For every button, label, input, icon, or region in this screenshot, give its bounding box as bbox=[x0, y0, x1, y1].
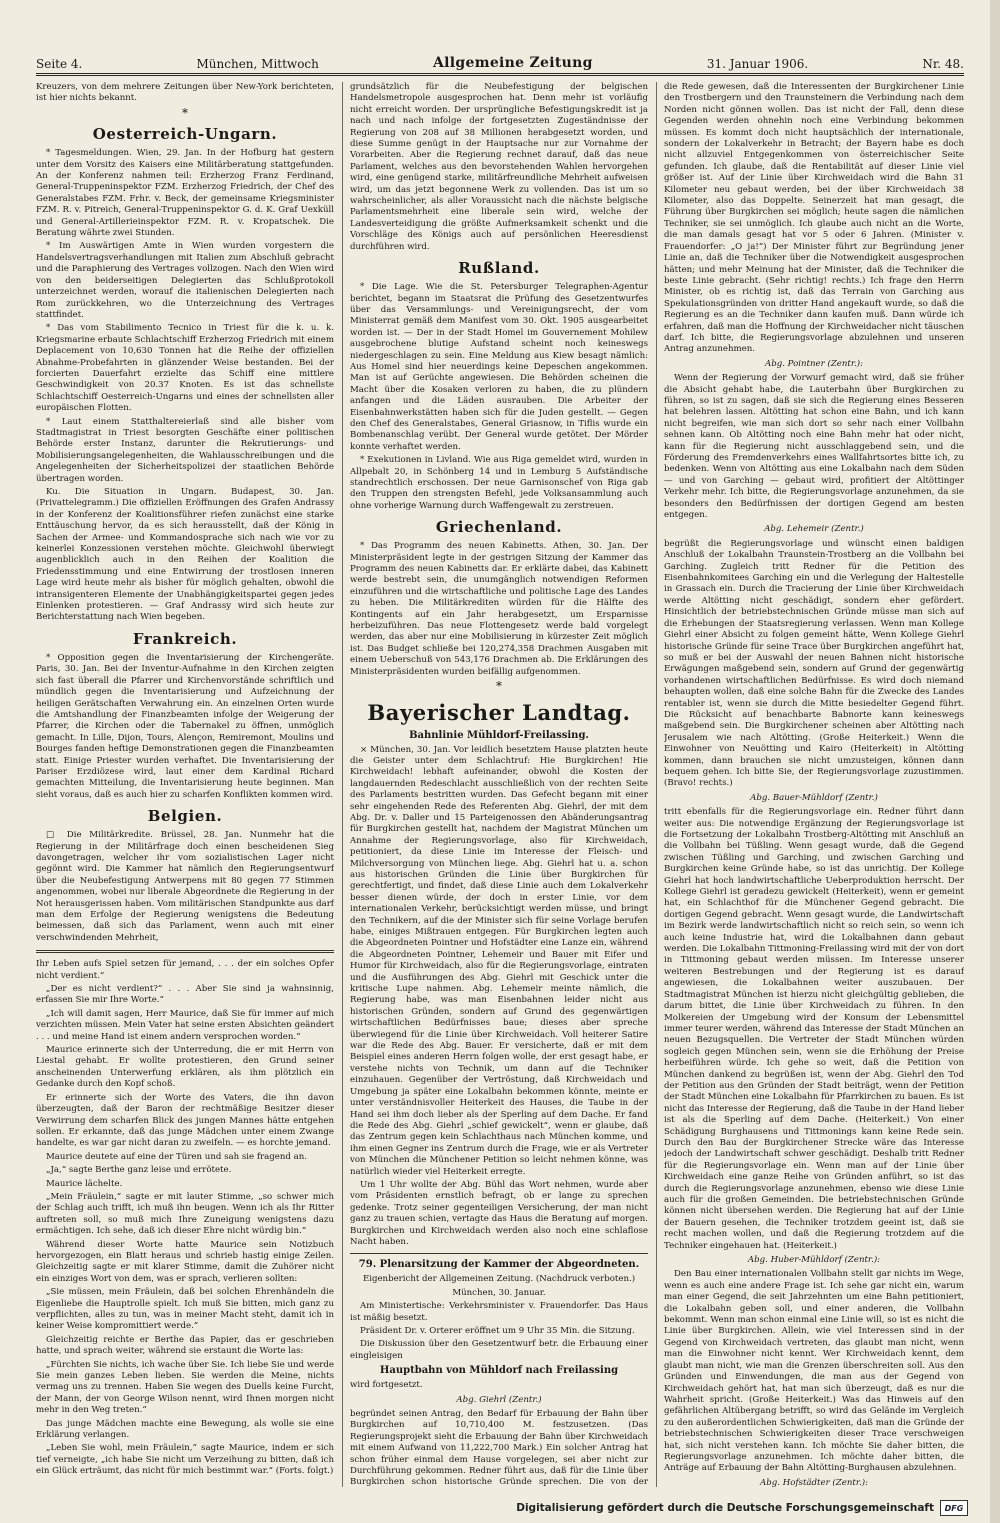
column-rule bbox=[342, 82, 343, 1487]
column-1 bbox=[36, 82, 334, 1487]
article-paragraph: Kreuzers, von dem mehrere Zeitungen über New-York berichteten, ist hier nichts bekannt. bbox=[36, 82, 334, 104]
article-paragraph: die Rede gewesen, daß die Interessenten der Burgkirchener Linie den Trostbergern und den Traunsteinern die Verbindung nach dem Norden nicht gönnen wollen. Das ist nicht der Fall, denn diese Gegenden werden ohnehin noch eine Verbindung bekommen müssen. Es kommt doch nicht hauptsächlich der internationale, sondern der Lokalverkehr in Betracht; der Bayern habe es doch nicht allzuviel Entgegenkommen von österreichischer Seite gefunden. Ich glaube, daß die Rentabilität auf dieser Linie viel größer ist. Auf der Linie über Kirchweidach wird die Bahn 31 Kilometer neu gebaut werden, bei der über Kirchweidach 38 Kilometer, also das Doppelte. Seinerzeit hat man gesagt, die Führung über Burgkirchen sei möglich; heute sagen die nämlichen Techniker, sie sei unmöglich. Ich glaube auch nicht an die Worte, die man damals gesagt hat vor 5 oder 6 Jahren. (Minister v. Frauendorfer: „O ja!“) Der Minister führt zur Begründung jener Linie an, daß die Techniker über die Notwendigkeit ausgesprochen hätten; und mehr Meinung hat der Minister, daß die Techniker die beste Linie gebracht. (Sehr richtig! rechts.) Ich frage den Herrn Minister, ob es richtig ist, daß das Terrain von Garching aus Spekulationsgründen von dritter Hand angekauft wurde, so daß die Regierung es an die Techniker dann kaufen muß. Dann würde ich erfahren, daß man die Hoffnung der Kirchweidacher nicht täuschen darf. Ich bitte, die Regierungsvorlage abzulehnen und unseren Antrag anzunehmen. bbox=[664, 82, 964, 355]
feuilleton-paragraph: „Leben Sie wohl, mein Fräulein,“ sagte Maurice, indem er sich tief verneigte, „ich habe Sie nicht um Verzeihung zu bitten, daß ich ein Glück erträumt, das nicht für mich bestimmt war.“ (Forts. folgt.) bbox=[36, 1443, 334, 1477]
feuilleton-paragraph: Während dieser Worte hatte Maurice sein Notizbuch hervorgezogen, ein Blatt heraus und schrieb hastig einige Zeilen. Gleichzeitig sagte er mit klarer Stimme, damit die Zuhörer nicht ein einziges Wort von dem, was er sprach, verlieren sollten: bbox=[36, 1239, 334, 1284]
digitization-footer bbox=[516, 1500, 968, 1516]
speaker-bauer: Abg. Bauer-Mühldorf (Zentr.) bbox=[750, 792, 878, 803]
feuilleton-paragraph: Ihr Leben aufs Spiel setzen für jemand, . . . der ein solches Opfer nicht verdient.“ bbox=[36, 959, 334, 981]
article-rule bbox=[350, 1253, 648, 1254]
footer-text: Digitalisierung gefördert durch die Deutsche Forschungsgemeinschaft bbox=[516, 1502, 934, 1514]
feuilleton-paragraph: „Der es nicht verdient?“ . . . Aber Sie sind ja wahnsinnig, erfassen Sie mir Ihre Worte.“ bbox=[36, 984, 334, 1006]
article-paragraph: * Laut einem Statthaltereierlaß sind alle bisher vom Stadtmagistrat in Triest besorgten Geschäfte einer politischen Behörde erster Instanz, darunter die Rekrutierungs- und Mobilisierungsangelegenheiten, die Wahlausschreibungen und die Angelegenheiten der Sicherheitspolizei der staatlichen Behörde übertragen worden. bbox=[36, 416, 334, 484]
article-paragraph: * Das vom Stabilimento Tecnico in Triest für die k. u. k. Kriegsmarine erbaute Schlachtschiff Erzherzog Friedrich mit einem Deplacement von 10,630 Tonnen hat die Reihe der offiziellen Abnahme-Probefahrten in glänzender Weise bestanden. Bei der forcierten Dauerfahrt erzielte das Schiff eine mittlere Geschwindigkeit von 20.37 Knoten. Es ist das schnellste Schlachtschiff Oesterreich-Ungarns und eines der schnellsten aller europäischen Flotten. bbox=[36, 323, 334, 414]
section-heading-russia: Rußland. bbox=[458, 259, 540, 278]
article-paragraph: grundsätzlich für die Neubefestigung der belgischen Handelsmetropole ausgesprochen hat. Denn mehr ist vorläufig nicht erreicht worden. Der ursprüngliche Befestigungskredit ist ja nach und nach infolge der fortgesetzten Zugeständnisse der Regierung von 208 auf 38 Millionen herabgesetzt worden, und diese Summe genügt in der Hauptsache nur zur Vornahme der Vorarbeiten. Aber die Regierung rechnet darauf, daß das neue Parlament, welches aus den bevorstehenden Wahlen hervorgehen wird, eine genügend starke, militärfreundliche Mehrheit aufweisen wird, um das jetzt begonnene Werk zu vollenden. Das ist um so wahrscheinlicher, als aller Voraussicht nach die nächste belgische Parlamentsmehrheit eine liberale sein wird, welche der Landesverteidigung die größte Aufmerksamkeit schenkt und die Vorschläge des Königs auch auf persönlichen Heeresdienst durchführen wird. bbox=[350, 82, 648, 252]
article-paragraph: tritt ebenfalls für die Regierungsvorlage ein. Redner führt dann weiter aus: Die notwendige Ergänzung der Regierungsvorlage ist die Fortsetzung der Lokalbahn Trostberg-Altötting mit Anschluß an die Vollbahn bei Tüßling. Wenn gesagt wurde, daß die Gegend zwischen Tüßling und Garching, und zwischen Garching und Burgkirchen keine Gründe habe, so ist das unrichtig. Der Kollege Giehrl hat hoch landwirtschaftliche Ueberproduktion herrscht. Der Kollege Giehrl ist geradezu gewickelt (Heiterkeit), wenn er gemeint hat, ein Schlachthof für die Münchener Gegend gebracht. Die dortigen Gegend gebracht. Wenn gesagt wurde, die Landwirtschaft im Bezirk werde landwirtschaftlich nicht so reich sein, so wenn ich auch keine Industrie hat, wird die Lokalbahnen dann gebaut werden. Die Lokalbahn Tittmoning-Freilassing wird mit der von dort in Tittmoning gebaut werden müssen. Im Interesse unserer weiteren Bestrebungen und der Regierung ist es darauf angewiesen, die Lokalbahnen weiter auszubauen. Der Stadtmagistrat München ist hierzu nicht gleichgültig geblieben, die darum bittet, die Linie über Kirchweidach zu führen. In den Molkereien der Umgebung wird der Konsum der Lebensmittel immer teurer werden, während das Interesse der Stadt München an neuen Bezugsquellen. Die Vertreter der Stadt München würden sogleich gegen München sein, wenn sie die Erhöhung der Preise herbeiführen würde. Ich gehe so weit, daß die Petition von München dankend zu begrüßen ist, wenn der Abg. Giehrl den Tod der Petition aus den Gründen der Stadt beiträgt, wenn der Petition der Stadt München eine Lokalbahn für Pfarrkirchen zu bauen. Es ist nicht das Interesse der Regierung, daß die Taube in der Hand lieber ist als die Sperling auf dem Dache. (Heiterkeit.) Von einer Schädigung Burghausens und Tittmonings kann keine Rede sein. Durch den Bau der Burgkirchener Strecke wäre das Interesse jedoch der Landwirtschaft schwer geschädigt. Deshalb tritt Redner für die Regierungsvorlage ein. Wenn man auf der Linie über Kirchweidach eine ganze Reihe von Gründen anführt, so ist das durch die Regierungsvorlage anzunehmen, ebenso wie diese Linie auch für die großen Gemeinden. Die betriebstechnischen Gründe können nicht übersehen werden. Die Regierung hat auf der Linie der Bauern gesehen, die Techniker trotzdem geeint ist, daß sie recht machen wollen, und daß die Regierung trotzdem auf die Techniker eingehauen hat. (Heiterkeit.) bbox=[664, 807, 964, 1251]
speaker-lehemeir: Abg. Lehemeir (Zentr.) bbox=[764, 524, 864, 535]
article-paragraph: Den Bau einer internationalen Vollbahn stellt gar nichts im Wege, wenn es auch eine andere Frage ist. Ich sehe gar nicht ein, warum man einer Gegend, die seit Jahrzehnten um eine Bahn petitioniert, die Lokalbahn geben soll, und einer anderen, die Vollbahn bekommt. Wenn man schon einmal eine Linie will, so ist es nicht die Linie über Burgkirchen. Allein, wie viel Interessen sind in der Gegend von Kirchweidach vertreten, das glaubt man nicht, wenn man die Einwohner nicht kennt. Wer Kirchweidach kennt, dem glaubt man nicht, wie man die Grenzen überschreiten soll. Aus den Gründen und Einwendungen, die man aus der Gegend von Kirchweidach gehört hat, hat man sich überzeugt, daß es nur die Wahrheit spricht. (Große Heiterkeit.) Was das Hinweis auf den gefährlichen Altübergang betrifft, so wird das Gelände im Vergleich zu den außerordentlichen Schwierigkeiten, daß man die Gründe der betriebstechnischen Schwierigkeiten dieser Trace verschweigen hat, sich nicht verstehen kann. Ich möchte Sie daher bitten, die Regierungsvorlage anzunehmen. Ich möchte daher bitten, die Anträge auf Erbauung der Bahn Altötting-Burghausen abzulehnen. bbox=[664, 1269, 964, 1474]
speaker-hofstaedter: Abg. Hofstädter (Zentr.): bbox=[760, 1477, 868, 1487]
feuilleton-paragraph: Das junge Mädchen machte eine Bewegung, als wolle sie eine Erklärung verlangen. bbox=[36, 1418, 334, 1441]
article-paragraph: Ku. Die Situation in Ungarn. Budapest, 30. Jan. (Privattelegramm.) Die offiziellen Eröffnungen des Grafen Andrassy in der Konferenz der Koalitionsführer riefen zunächst eine starke Enttäuschung hervor, da es sich herausstellt, daß der König in Sachen der Armee- und Kommandosprache sich nach wie vor zu keinerlei Konzessionen verstehen möchte. Gleichwohl überwiegt augenblicklich auch in den Reihen der Koalition die Friedensstimmung und eine Entwirrung der trostlosen inneren Lage wird heute mehr als bisher für möglich gehalten, obwohl die intransigenteren Elemente der Unabhängigkeitspartei gegen jedes Einlenken protestieren. — Graf Andrassy wird sich heute zur Berichterstattung nach Wien begeben. bbox=[36, 487, 334, 623]
article-paragraph: × München, 30. Jan. Vor leidlich besetztem Hause platzten heute die Geister unter dem Schlachtruf: Hie Burgkirchen! Hie Kirchweidach! lebhaft aufeinander, obwohl die Kosten der langdauernden Redeschlacht ausschließlich von der rechten Seite des Parlaments bestritten wurden. Das Gefecht begann mit einer sehr eingehenden Rede des Referenten Abg. Giehrl, der mit dem Abg. Dr. v. Daller und 15 Parteigenossen den Abänderungsantrag für Burgkirchen gestellt hat, nachdem der Magistrat München um Annahme der Regierungsvorlage, also für Kirchweidach, petitioniert, da diese Linie im Interesse der Fleisch- und Milchversorgung von München liege. Abg. Giehrl hat u. a. schon aus historischen Gründen die Linie über Burgkirchen für gerechtfertigt, und findet, daß diese Linie auch dem Lokalverkehr besser dienen würde, der doch in erster Linie, vor dem internationalen Verkehr, berücksichtigt werden müsse, und bringt den Technikern, auf die der Minister sich für seine Vorlage berufen habe, einiges Mißtrauen entgegen. Für Burgkirchen legten auch die Abgeordneten Pointner und Hofstädter eine Lanze ein, während die Abgeordneten Pointner, Lehemeir und Bauer mit Eifer und Humor für Kirchweidach, also für die Regierungsvorlage, eintraten und die Ausführungen des Abg. Giehrl mit Geschick unter die kritische Lupe nahmen. Abg. Lehemeir meinte nämlich, die Regierung habe, was man Eisenbahnen leider nicht aus historischen Gründen, sondern auf Grund des gegenwärtigen wirtschaftlichen Bedürfnisses baue; dieses aber spreche überwiegend für die Linie über Kirchweidach. Voll heiterer Satire war die Rede des Abg. Bauer. Er versicherte, daß er mit dem Beispiel eines anderen Herrn folgen wolle, der erst gesagt habe, er verstehe nichts von Technik, um dann auf die Techniker einzuhauen. Gegenüber der Vertröstung, daß Kirchweidach und Umgebung ja später eine Lokalbahn bekommen könnte, meinte er unter verständnisvoller Heiterkeit des Hauses, die Taube in der Hand sei ihm doch lieber als der Sperling auf dem Dache. Er fand die Rede des Abg. Giehrl „schief gewickelt“, wenn er glaube, daß das Zentrum gegen kein Schlachthaus nach München komme, und ihm einen Gegner ins Zentrum durch die Frage, wie er als Vertreter von München die Münchener Petition so leicht nehmen könne, was natürlich wieder viel Heiterkeit erregte. bbox=[350, 744, 648, 1177]
feuilleton-paragraph: „Ich will damit sagen, Herr Maurice, daß Sie für immer auf mich verzichten müssen. Mein Vater hat seine ersten Absichten geändert . . . und meine Hand ist einem andern versprochen worden.“ bbox=[36, 1008, 334, 1042]
section-heading-austria: Oesterreich-Ungarn. bbox=[92, 125, 278, 144]
page-header bbox=[36, 54, 964, 76]
column-rule bbox=[656, 82, 657, 1487]
section-heading-greece: Griechenland. bbox=[435, 518, 563, 537]
article-paragraph: Wenn der Regierung der Vorwurf gemacht wird, daß sie früher die Absicht gehabt habe, die Lauterbahn über Burgkirchen zu führen, so ist zu sagen, daß sie sich die Regierung eines Besseren hat belehren lassen. Altötting hat schon eine Bahn, und ich kann nicht begreifen, wie man sich dort so sehr nach einer Vollbahn sehnen kann. Ob Altötting noch eine Bahn mehr hat oder nicht, kann für die Regierung nicht ausschlaggebend sein, und die Förderung des Fremdenverkehrs eines Wallfahrtsortes bitte ich, zu bedenken. Wenn von Altötting aus eine Lokalbahn nach dem Süden — und von Garching — gebaut wird, profitiert der Altöttinger Verkehr mehr. Ich bitte, die Regierungsvorlage anzunehmen, da sie besonders den Bedürfnissen der dortigen Gegend am besten entgegen. bbox=[664, 373, 964, 521]
section-heading-landtag: Bayerischer Landtag. bbox=[367, 699, 631, 725]
article-paragraph: begründet seinen Antrag, den Bedarf für Erbauung der Bahn über Burgkirchen auf 10,710,400 M. festzusetzen. (Das Regierungsprojekt sieht die Erbauung der Bahn über Kirchweidach mit einem Aufwand von 11,222,700 Mark.) Ein solcher Antrag hat schon früher einmal dem Hause vorgelegen, sei aber nicht zur Durchführung gekommen. Redner führt aus, daß für die Linie über Burgkirchen schon historische Gründe sprechen. Die von der bbox=[350, 1409, 648, 1487]
feuilleton-paragraph: „Fürchten Sie nichts, ich wache über Sie. Ich liebe Sie und werde Sie mein ganzes Leben lieben. Sie werden die Meine, nichts vermag uns zu trennen. Haben Sie wegen des Duells keine Furcht, der Mann, der von George Wilson nennt, wird Ihnen morgen nicht mehr in den Weg treten.“ bbox=[36, 1359, 334, 1416]
speaker-giehrl: Abg. Giehrl (Zentr.) bbox=[456, 1394, 542, 1405]
article-paragraph: * Opposition gegen die Inventarisierung der Kirchengeräte. Paris, 30. Jan. Bei der Inventur-Aufnahme in den Kirchen zeigten sich fast überall die Pfarrer und Kirchenvorstände schriftlich und mündlich gegen die Inventarisierung und Aufzeichnung der heiligen Gerätschaften Verwahrung ein. An einzelnen Orten wurde die Amtshandlung der Finanzbeamten infolge der Weigerung der Pfarrer, die Kirchen oder die Tabernakel zu öffnen, unmöglich gemacht. In Lille, Dijon, Tours, Alençon, Remiremont, Moulins und Bourges fanden heftige Demonstrationen gegen die Finanzbeamten statt. Einige Priester wurden verhaftet. Die Inventarisierung der Pariser Erzdiözese wird, laut einer dem Kardinal Richard gemachten Mitteilung, die Inventarisierung heute beginnen. Man sieht voraus, daß es auch hier zu scharfen Konflikten kommen wird. bbox=[36, 652, 334, 800]
article-paragraph: * Das Programm des neuen Kabinetts. Athen, 30. Jan. Der Ministerpräsident legte in der gestrigen Sitzung der Kammer das Programm des neuen Kabinetts dar. Er erklärte dabei, das Kabinett werde bestrebt sein, die unumgänglich notwendigen Reformen einzuführen und die wirtschaftliche und politische Lage des Landes zu heben. Die Militärkrediten würden für die Hälfte des Kontingents auf ein Jahr herabgesetzt, um Ersparnisse herbeizuführen. Das neue Flottengesetz werde bald vorgelegt werden, das aber nur eine Mobilisierung in kürzester Zeit möglich ist. Das Budget schließe bei 120,274,358 Drachmen Ausgaben mit einem Ueberschuß von 543,176 Drachmen ab. Die Erklärungen des Ministerpräsidenten wurden beifällig aufgenommen. bbox=[350, 541, 648, 677]
place-day: München, Mittwoch bbox=[196, 57, 319, 71]
feuilleton-paragraph: Maurice lächelte. bbox=[46, 1178, 123, 1189]
article-paragraph: * Exekutionen in Livland. Wie aus Riga gemeldet wird, wurden in Allpebalt 20, in Schönberg 14 und in Lemburg 5 Aufständische standrechtlich erschossen. Der neue Garnisonschef von Riga gab den Truppen den strengsten Befehl, jede Volksansammlung auch ohne vorherige Warnung durch Waffengewalt zu zerstreuen. bbox=[350, 455, 648, 511]
feuilleton-paragraph: Gleichzeitig reichte er Berthe das Papier, das er geschrieben hatte, und sprach weiter, während sie erstaunt die Worte las: bbox=[36, 1334, 334, 1357]
article-paragraph: * Die Lage. Wie die St. Petersburger Telegraphen-Agentur berichtet, begann im Staatsrat die Prüfung des Gesetzentwurfes über das Versammlungs- und Vereinigungsrecht, der vom Ministerrat gemäß dem Manifest vom 30. Okt. 1905 ausgearbeitet worden ist. — Der in der Stadt Homel im Gouvernement Mohilew ausgebrochene blutige Aufstand scheint noch keineswegs niedergeschlagen zu sein. Eine Meldung aus Kiew besagt nämlich: Aus Homel sind hier neuerdings keine Depeschen angekommen. Man ist auf Gerüchte angewiesen. Die Behörden scheinen die Macht über die Kosaken verloren zu haben, die zu plündern anfangen und die Läden ausrauben. Die Arbeiter der Eisenbahnwerkstätten haben sich für die Juden gestellt. — Gegen den Chef des Generalstabes, General Griasnow, in Tiflis wurde ein Bombenanschlag verübt. Der General wurde getötet. Der Mörder konnte verhaftet werden. bbox=[350, 282, 648, 452]
subheading-sitzung: 79. Plenarsitzung der Kammer der Abgeordneten. bbox=[358, 1259, 640, 1271]
page-number: Seite 4. bbox=[36, 57, 83, 71]
speaker-pointner: Abg. Pointner (Zentr.): bbox=[764, 358, 864, 369]
article-paragraph: * Tagesmeldungen. Wien, 29. Jan. In der Hofburg hat gestern unter dem Vorsitz des Kaisers eine Militärberatung stattgefunden. An der Konferenz nahmen teil: Erzherzog Franz Ferdinand, General-Truppeninspektor FZM. Erzherzog Friedrich, der Chef des Generalstabes FZM. Frhr. v. Beck, der gemeinsame Kriegsminister FZM. R. v. Pitreich, General-Truppeninspektor G. d. K. Graf Uexküll und General-Artillerieinspektor FZM. R. v. Kropatschek. Die Beratung währte zwei Stunden. bbox=[36, 148, 334, 239]
speaker-huber: Abg. Huber-Mühldorf (Zentr.): bbox=[747, 1255, 881, 1266]
subheading-bahnlinie: Bahnlinie Mühldorf-Freilassing. bbox=[409, 729, 589, 741]
article-paragraph: * Im Auswärtigen Amte in Wien wurden vorgestern die Handelsvertragsverhandlungen mit Italien zum Abschluß gebracht und die Paraphierung des Vertrages vollzogen. Nach den Wien wird von den beiderseitigen Delegierten das Schlußprotokoll unterzeichnet werden, worauf die italienischen Delegierten nach Rom zurückkehren, wo die Unterzeichnung des Vertrages stattfindet. bbox=[36, 241, 334, 320]
feuilleton bbox=[36, 959, 334, 1477]
article-paragraph: Um 1 Uhr wollte der Abg. Bühl das Wort nehmen, wurde aber vom Präsidenten ernstlich befragt, ob er lange zu sprechen gedenke. Trotz seiner gegenteiligen Versicherung, der man nicht ganz zu trauen schien, vertagte das Haus die Beratung auf morgen. Burgkirchen und Kirchweidach werden also noch eine schlaflose Nacht haben. bbox=[350, 1179, 648, 1247]
section-heading-belgium: Belgien. bbox=[147, 807, 223, 826]
feuilleton-paragraph: Maurice erinnerte sich der Unterredung, die er mit Herrn von Liestal gehabt. Er wollte protestieren, den Grund seiner anscheinenden Unterwerfung erklären, als ihm plötzlich ein Gedanke durch den Kopf schoß. bbox=[36, 1045, 334, 1090]
subheading-hauptbahn: Hauptbahn von Mühldorf nach Freilassing bbox=[379, 1365, 619, 1377]
article-paragraph: Die Diskussion über den Gesetzentwurf betr. die Erbauung einer eingleisigen bbox=[350, 1339, 648, 1361]
feuilleton-paragraph: Maurice deutete auf eine der Türen und sah sie fragend an. bbox=[46, 1151, 308, 1162]
dfg-logo-icon: DFG bbox=[940, 1500, 968, 1516]
column-3 bbox=[664, 82, 964, 1487]
issue-date: 31. Januar 1906. bbox=[706, 57, 809, 71]
feuilleton-paragraph: „Sie müssen, mein Fräulein, daß bei solchen Ehrenhändeln die Eigenliebe die Hauptrolle spielt. Ich muß Sie bitten, mich ganz zu verpflichten, alles zu tun, was in meiner Macht steht, damit ich in keiner Weise kompromittiert werde.“ bbox=[36, 1287, 334, 1332]
article-paragraph: □ Die Militärkredite. Brüssel, 28. Jan. Nunmehr hat die Regierung in der Militärfrage doch einen bescheidenen Sieg davongetragen, welcher ihr vom sozialistischen Lager nicht gegönnt wird. Die Kammer hat nämlich den Regierungsentwurf über die Neubefestigung Antwerpens mit 80 gegen 77 Stimmen angenommen, wobei nur liberale Abgeordnete die Regierung in der Not herausgerissen haben. Vom militärischen Standpunkte aus darf man dem Erfolge der Regierung wenigstens die Bedeutung beimessen, daß sich das Parlament, wenn auch mit einer verschwindenden Mehrheit, bbox=[36, 830, 334, 943]
newspaper-title: Allgemeine Zeitung bbox=[433, 55, 593, 71]
feuilleton-paragraph: „Ja,“ sagte Berthe ganz leise und errötete. bbox=[46, 1165, 232, 1176]
report-dateline: München, 30. Januar. bbox=[452, 1287, 546, 1298]
separator-star: * bbox=[496, 679, 502, 694]
scan-edge bbox=[990, 0, 1000, 1523]
section-heading-france: Frankreich. bbox=[132, 629, 238, 648]
article-paragraph: Am Ministertische: Verkehrsminister v. Frauendorfer. Das Haus ist mäßig besetzt. bbox=[350, 1301, 648, 1323]
feuilleton-paragraph: „Mein Fräulein,“ sagte er mit lauter Stimme, „so schwer mich der Schlag auch trifft, ich muß ihn beugen. Wenn ich als Ihr Ritter auftreten soll, so muß mich Ihre Zuneigung wenigstens dazu ermächtigen. Ich sehe, daß ich dieser Ehre nicht würdig bin.“ bbox=[36, 1191, 334, 1237]
column-2 bbox=[350, 82, 648, 1487]
article-paragraph: wird fortgesetzt. bbox=[350, 1380, 423, 1391]
feuilleton-rule bbox=[36, 950, 334, 953]
article-paragraph: Präsident Dr. v. Orterer eröffnet um 9 Uhr 35 Min. die Sitzung. bbox=[360, 1326, 635, 1336]
article-paragraph: begrüßt die Regierungsvorlage und wünscht einen baldigen Anschluß der Lokalbahn Traunstein-Trostberg an die Vollbahn bei Garching. Zugleich tritt Redner für die Petition des Eisenbahnkomitees Garching ein und die Verlegung der Haltestelle in Grassach ein. Durch die Tracierung der Linie über Kirchweidach werde Altötting nicht geschädigt, sondern eher gefördert. Hinsichtlich der betriebstechnischen Gründe müsse man sich auf die Erhebungen der Staatsregierung verlassen. Wenn man Kollege Giehrl einer Absicht zu folgen gemeint hätte, Wenn Kollege Giehrl historische Gründe für seine Trace über Burgkirchen angeführt hat, so muß er bei der Auswahl der neuen Bahnen nicht historische Erwägungen maßgebend sein, sondern auf Grund der gegenwärtig vorhandenen wirtschaftlichen Bedürfnisse. Es wird doch niemand behaupten wollen, daß eine solche Bahn für die Zwecke des Landes rentabler ist, wenn sie durch die Mitte besiedelter Gegend führt. Die Rücksicht auf benachbarte Babnorte kann keineswegs maßgebend sein. Die Burgkirchener scheinen aber Altötting nach Jerusalem wie nach Altötting. (Große Heiterkeit.) Wenn die Einwohner von Neuötting und Kairo (Heiterkeit) in Altötting kommen, dann brauchen sie nicht umzusteigen, können dann bequem gehen. Ich bitte Sie, der Regierungsvorlage zuzustimmen. (Bravo! rechts.) bbox=[664, 538, 964, 789]
separator-star: * bbox=[182, 105, 188, 120]
issue-number: Nr. 48. bbox=[922, 57, 964, 71]
feuilleton-paragraph: Er erinnerte sich der Worte des Vaters, die ihn davon überzeugten, daß der Baron der rechtmäßige Besitzer dieser Verwirrung dem scharfen Blick des jungen Mannes hätte entgehen sollen. Er erkannte, daß das junge Mädchen unter einem Zwange handelte, es war gar nicht daran zu zweifeln. — es horchte jemand. bbox=[36, 1092, 334, 1149]
report-credit: Eigenbericht der Allgemeinen Zeitung. (Nachdruck verboten.) bbox=[362, 1274, 636, 1285]
